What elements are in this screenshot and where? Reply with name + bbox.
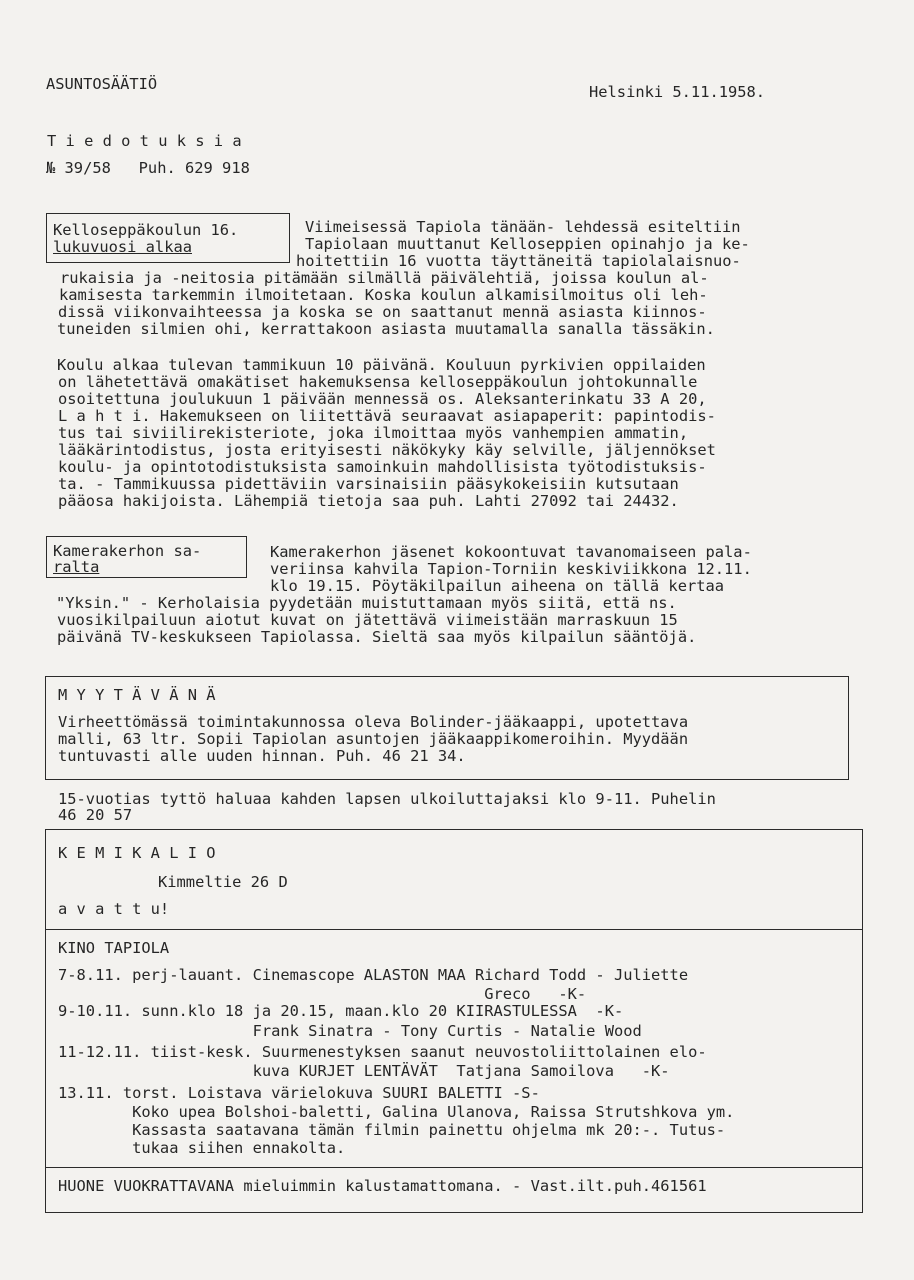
kelloseppa-line: Viimeisessä Tapiola tänään- lehdessä esiteltiin [305,218,741,236]
kamera-line: Kamerakerhon jäsenet kokoontuvat tavanomaiseen pala- [270,543,752,561]
koulu-line: ta. - Tammikuussa pidettäviin varsinaisiin pääsykokeisiin kutsutaan [58,475,679,493]
org-name: ASUNTOSÄÄTIÖ [46,75,158,93]
kemikalio-top-rule [45,829,863,830]
document-reference: № 39/58 Puh. 629 918 [46,159,250,177]
kino-top-rule [45,929,863,930]
kelloseppa-line: hoitettiin 16 vuotta täyttäneitä tapiolalaisnuo- [296,252,741,270]
kemikalio-title: K E M I K A L I O [58,844,216,862]
kamera-heading-line2: ralta [53,558,100,576]
kino-line: 9-10.11. sunn.klo 18 ja 20.15, maan.klo 20 KIIRASTULESSA -K- [58,1002,624,1020]
koulu-line: tus tai siviilirekisteriote, joka ilmoittaa myös vanhempien ammatin, [58,424,689,442]
koulu-line: koulu- ja opintotodistuksista samoinkuin mahdollisista työtodistuksis- [58,458,707,476]
koulu-line: L a h t i. Hakemukseen on liitettävä seuraavat asiapaperit: papintodis- [58,407,716,425]
koulu-line: osoitettuna joulukuun 1 päivään mennessä os. Aleksanterinkatu 33 A 20, [58,390,707,408]
kamera-line: vuosikilpailuun aiotut kuvat on jätettävä viimeistään marraskuun 15 [57,611,678,629]
kino-line: kuva KURJET LENTÄVÄT Tatjana Samoilova -K- [58,1062,670,1080]
kelloseppa-line: kamisesta tarkemmin ilmoitetaan. Koska koulun alkamisilmoitus oli leh- [59,286,708,304]
myytavana-line: malli, 63 ltr. Sopii Tapiolan asuntojen jääkaappikomeroihin. Myydään [58,730,689,748]
kino-line: Koko upea Bolshoi-baletti, Galina Ulanova, Raissa Strutshkova ym. [58,1103,735,1121]
lower-block-left-rule [45,829,46,1213]
document-title: T i e d o t u k s i a [47,132,242,150]
kelloseppa-heading-line1: Kelloseppäkoulun 16. [53,221,239,239]
kino-line: 11-12.11. tiist-kesk. Suurmenestyksen saanut neuvostoliittolainen elo- [58,1043,707,1061]
kino-line: 13.11. torst. Loistava värielokuva SUURI BALETTI -S- [58,1084,540,1102]
koulu-line: lääkärintodistus, josta erityisesti näkökyky käy selville, jäljennökset [58,441,716,459]
koulu-line: pääosa hakijoista. Lähempiä tietoja saa puh. Lahti 27092 tai 24432. [58,492,679,510]
kemikalio-open: a v a t t u! [58,900,170,918]
koulu-line: Koulu alkaa tulevan tammikuun 10 päivänä. Kouluun pyrkivien oppilaiden [57,356,706,374]
kamera-line: klo 19.15. Pöytäkilpailun aiheena on tällä kertaa [270,577,725,595]
kino-line: 7-8.11. perj-lauant. Cinemascope ALASTON MAA Richard Todd - Juliette [58,966,689,984]
kino-line: tukaa siihen ennakolta. [58,1139,346,1157]
huone-text: HUONE VUOKRATTAVANA mieluimmin kalustamattomana. - Vast.ilt.puh.461561 [58,1177,707,1195]
myytavana-title: M Y Y T Ä V Ä N Ä [58,686,216,704]
kamera-line: veriinsa kahvila Tapion-Torniin keskiviikkona 12.11. [270,560,752,578]
kamera-line: "Yksin." - Kerholaisia pyydetään muistuttamaan myös siitä, että ns. [56,594,677,612]
myytavana-line: Virheettömässä toimintakunnossa oleva Bolinder-jääkaappi, upotettava [58,713,689,731]
tytto-line: 46 20 57 [58,806,133,824]
kelloseppa-line: dissä viikonvaihteessa ja koska se on saattanut mennä asiasta kiinnos- [58,303,707,321]
huone-bottom-rule [45,1212,863,1213]
kelloseppa-heading-line2: lukuvuosi alkaa [53,238,192,256]
koulu-line: on lähetettävä omakätiset hakemuksensa kelloseppäkoulun johtokunnalle [58,373,698,391]
kelloseppa-line: Tapiolaan muuttanut Kelloseppien opinahjo ja ke- [305,235,750,253]
kamera-heading-line1: Kamerakerhon sa- [53,542,202,560]
kino-line: Greco -K- [58,985,587,1003]
kemikalio-address: Kimmeltie 26 D [158,873,288,891]
document-date: Helsinki 5.11.1958. [589,83,766,101]
kamera-line: päivänä TV-keskukseen Tapiolassa. Sieltä saa myös kilpailun sääntöjä. [57,628,697,646]
myytavana-line: tuntuvasti alle uuden hinnan. Puh. 46 21 34. [58,747,466,765]
kino-title: KINO TAPIOLA [58,939,170,957]
lower-block-right-rule [862,829,863,1213]
tytto-line: 15-vuotias tyttö haluaa kahden lapsen ulkoiluttajaksi klo 9-11. Puhelin [58,790,716,808]
kelloseppa-line: tuneiden silmien ohi, kerrattakoon asiasta muutamalla sanalla tässäkin. [57,320,715,338]
kino-line: Frank Sinatra - Tony Curtis - Natalie Wood [58,1022,642,1040]
kelloseppa-line: rukaisia ja -neitosia pitämään silmällä päivälehtiä, joissa koulun al- [60,269,709,287]
kino-line: Kassasta saatavana tämän filmin painettu ohjelma mk 20:-. Tutus- [58,1121,726,1139]
huone-top-rule [45,1167,863,1168]
